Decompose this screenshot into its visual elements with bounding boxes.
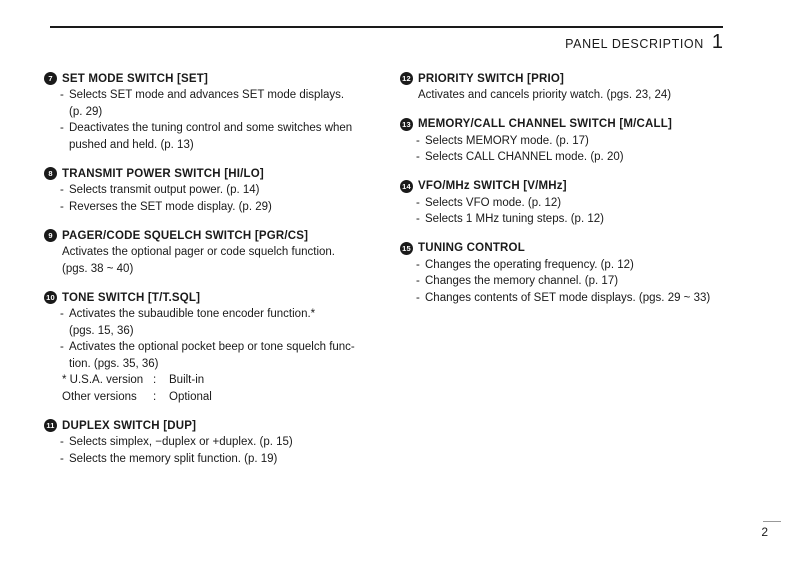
section-title: PAGER/CODE SQUELCH SWITCH [PGR/CS]: [62, 229, 309, 242]
description-section: [400, 118, 740, 166]
paragraph-line: (pgs. 38 ~ 40): [62, 262, 134, 275]
chapter-number: 1: [711, 31, 723, 53]
section-number-badge: 11: [44, 419, 57, 432]
bullet-line: - Selects 1 MHz tuning steps. (p. 12): [416, 211, 740, 228]
bullet-line: tion. (pgs. 35, 36): [69, 357, 159, 370]
section-number-badge: 14: [400, 180, 413, 193]
bullet-line: - Activates the optional pocket beep or tone squelch func-: [60, 339, 374, 356]
left-column: [44, 72, 374, 481]
description-section: [400, 242, 740, 307]
section-heading: [400, 72, 740, 85]
section-heading: [44, 419, 374, 432]
bullet-line: pushed and held. (p. 13): [69, 138, 194, 151]
description-section: [44, 419, 374, 467]
note-value: Optional: [169, 390, 212, 403]
section-heading: [400, 180, 740, 193]
bullet-line: - Activates the subaudible tone encoder function.*: [60, 306, 374, 323]
paragraph-line: Activates the optional pager or code squelch function.: [62, 246, 335, 258]
description-section: [44, 229, 374, 277]
section-number-badge: 7: [44, 72, 57, 85]
page-number: 2: [761, 525, 768, 539]
note-separator: :: [153, 390, 157, 403]
section-number-badge: 15: [400, 242, 413, 255]
note-label: * U.S.A. version: [62, 374, 144, 386]
section-title: MEMORY/CALL CHANNEL SWITCH [M/CALL]: [418, 118, 673, 130]
section-body: [44, 306, 374, 405]
bullet-line: - Changes contents of SET mode displays. (pgs. 29 ~ 33): [416, 290, 740, 307]
bullet-line: - Selects the memory split function. (p. 19): [60, 451, 374, 468]
section-body: [44, 182, 374, 215]
page-header: [565, 31, 723, 54]
section-heading: [44, 72, 374, 85]
page-corner-mark: [763, 521, 781, 522]
description-section: [44, 291, 374, 405]
bullet-line: - Selects SET mode and advances SET mode displays.: [60, 87, 374, 104]
section-body: [44, 434, 374, 467]
section-heading: [400, 118, 740, 131]
section-number-badge: 9: [44, 229, 57, 242]
section-body: [44, 244, 374, 277]
bullet-line: - Changes the operating frequency. (p. 12): [416, 257, 740, 274]
header-title: PANEL DESCRIPTION: [565, 37, 704, 51]
section-title: SET MODE SWITCH [SET]: [62, 72, 209, 85]
description-section: [400, 180, 740, 228]
section-title: TONE SWITCH [T/T.SQL]: [62, 291, 201, 304]
right-column: [400, 72, 740, 320]
section-heading: [44, 167, 374, 180]
bullet-line: - Selects transmit output power. (p. 14): [60, 182, 374, 199]
description-section: [44, 167, 374, 215]
bullet-line: - Reverses the SET mode display. (p. 29): [60, 199, 374, 216]
bullet-line: - Selects MEMORY mode. (p. 17): [416, 133, 740, 150]
section-number-badge: 13: [400, 118, 413, 131]
bullet-line: - Deactivates the tuning control and some switches when: [60, 120, 374, 137]
note-value: Built-in: [169, 374, 205, 386]
section-body: [400, 87, 740, 104]
section-title: DUPLEX SWITCH [DUP]: [62, 419, 197, 432]
section-body: [400, 257, 740, 307]
bullet-line: - Changes the memory channel. (p. 17): [416, 273, 740, 290]
section-title: VFO/MHz SWITCH [V/MHz]: [418, 180, 567, 192]
section-body: [44, 87, 374, 153]
section-heading: [400, 242, 740, 255]
paragraph-line: Activates and cancels priority watch. (pgs. 23, 24): [418, 89, 672, 101]
section-number-badge: 10: [44, 291, 57, 304]
section-number-badge: 12: [400, 72, 413, 85]
header-rule: [50, 26, 723, 28]
note-label: Other versions: [62, 390, 137, 403]
section-heading: [44, 291, 374, 304]
note-row: [60, 389, 374, 406]
section-title: TRANSMIT POWER SWITCH [HI/LO]: [62, 167, 264, 180]
section-title: TUNING CONTROL: [418, 242, 525, 254]
bullet-line: - Selects VFO mode. (p. 12): [416, 195, 740, 212]
description-section: [400, 72, 740, 104]
bullet-line: (p. 29): [69, 105, 103, 118]
bullet-line: - Selects simplex, −duplex or +duplex. (p. 15): [60, 434, 374, 451]
section-title: PRIORITY SWITCH [PRIO]: [418, 72, 565, 85]
note-row: [60, 372, 374, 389]
section-body: [400, 195, 740, 228]
section-body: [400, 133, 740, 166]
section-heading: [44, 229, 374, 242]
bullet-line: (pgs. 15, 36): [69, 324, 134, 337]
section-number-badge: 8: [44, 167, 57, 180]
bullet-line: - Selects CALL CHANNEL mode. (p. 20): [416, 149, 740, 166]
note-separator: :: [153, 374, 157, 386]
description-section: [44, 72, 374, 153]
